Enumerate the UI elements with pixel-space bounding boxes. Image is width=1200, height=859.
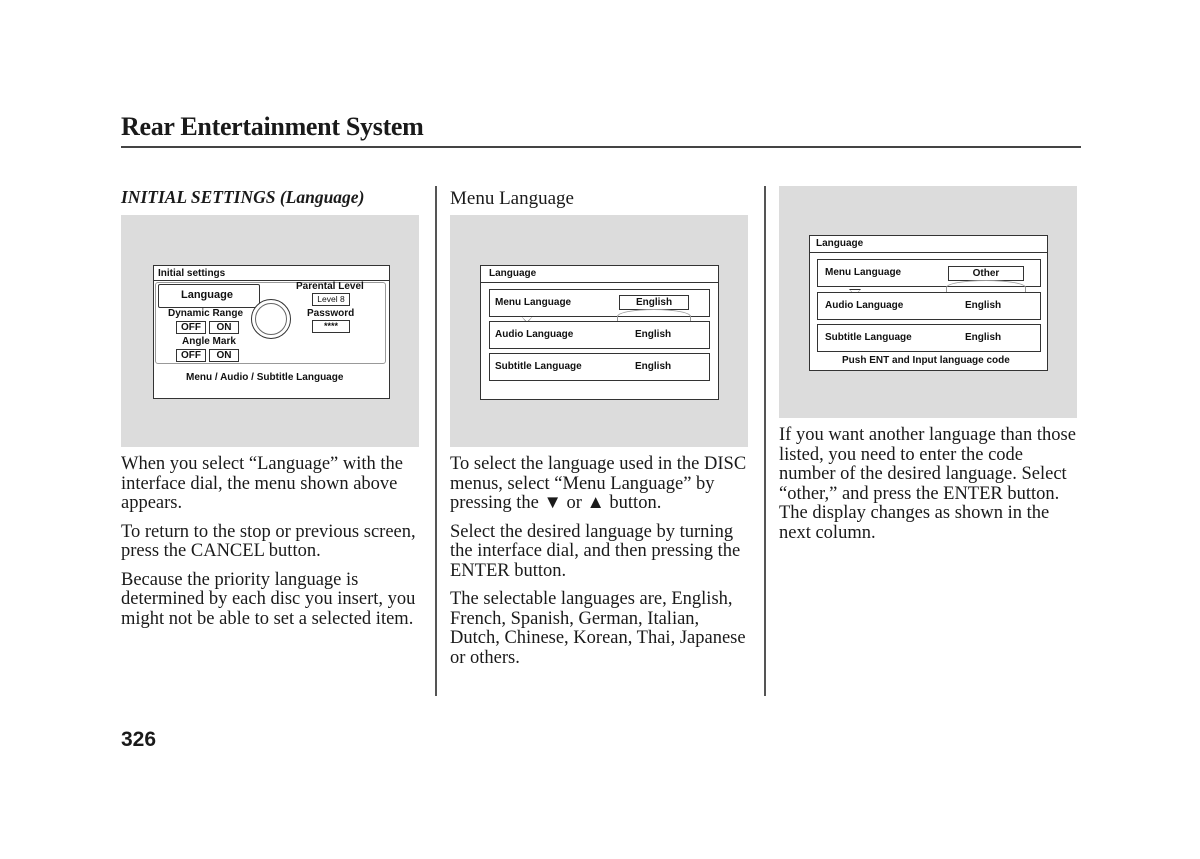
screen-header: Language: [816, 238, 864, 249]
title-rule: [121, 146, 1081, 148]
angle-mark-off-button[interactable]: OFF: [176, 349, 206, 362]
dynamic-range-label: Dynamic Range: [168, 308, 244, 319]
language-value-selected[interactable]: Other: [948, 266, 1024, 281]
dial-inner-ring: [255, 303, 287, 335]
column-2-text: [450, 455, 748, 668]
row-label: Subtitle Language: [825, 332, 912, 343]
screen-panel-initial-settings: [121, 215, 419, 447]
paragraph: Select the desired language by turning the interface dial, and then pressing the ENTER button.: [450, 521, 741, 581]
column-1-text: [121, 455, 421, 629]
list-item-subtitle-language[interactable]: [817, 324, 1041, 352]
column-divider-2: [764, 186, 766, 696]
screen-header: Language: [489, 268, 537, 279]
column-divider-1: [435, 186, 437, 696]
row-label: Audio Language: [495, 329, 574, 340]
row-value: English: [635, 361, 672, 372]
dynamic-range-on-button[interactable]: ON: [209, 321, 239, 334]
angle-mark-on-button[interactable]: ON: [209, 349, 239, 362]
language-value-selected[interactable]: English: [619, 295, 689, 310]
page-number: 326: [121, 728, 157, 751]
paragraph: If you want another language than those listed, you need to enter the code number of the desired language. Select “other,” and press the ENTER button. The display changes as shown in the next column.: [779, 425, 1076, 543]
dynamic-range-off-button[interactable]: OFF: [176, 321, 206, 334]
screen-footer: Push ENT and Input language code: [842, 355, 1010, 366]
page-title: Rear Entertainment System: [121, 112, 424, 141]
row-value: English: [965, 332, 1002, 343]
row-label: Audio Language: [825, 300, 904, 311]
row-value: English: [635, 329, 672, 340]
other-language-screen: [809, 235, 1048, 371]
screen-footer: Menu / Audio / Subtitle Language: [186, 372, 344, 383]
language-tab-label: Language: [181, 289, 233, 301]
paragraph: To return to the stop or previous screen, press the CANCEL button.: [121, 521, 416, 561]
paragraph: Because the priority language is determined by each disc you insert, you might not be able to set a selected item.: [121, 569, 416, 629]
section-subheading: INITIAL SETTINGS (Language): [121, 187, 365, 207]
row-label: Subtitle Language: [495, 361, 582, 372]
screen-panel-menu-language: [450, 215, 748, 447]
parental-level-value[interactable]: Level 8: [312, 293, 350, 306]
section-heading: Menu Language: [450, 188, 574, 209]
screen-header: Initial settings: [158, 268, 226, 279]
list-item-audio-language[interactable]: [489, 321, 710, 349]
paragraph: When you select “Language” with the interface dial, the menu shown above appears.: [121, 454, 404, 513]
list-item-menu-language[interactable]: [489, 289, 710, 317]
row-label: Menu Language: [495, 297, 572, 308]
row-label: Menu Language: [825, 267, 902, 278]
menu-language-screen: [480, 265, 719, 400]
language-tab[interactable]: [158, 284, 260, 308]
list-item-audio-language[interactable]: [817, 292, 1041, 320]
parental-level-label: Parental Level: [296, 281, 364, 292]
list-item-menu-language[interactable]: [817, 259, 1041, 287]
list-item-subtitle-language[interactable]: [489, 353, 710, 381]
initial-settings-screen: [153, 265, 390, 399]
paragraph: To select the language used in the DISC menus, select “Menu Language” by pressing the ▼ or ▲ button.: [450, 454, 747, 513]
column-3-text: [779, 426, 1077, 543]
screen-panel-other-language: [779, 186, 1077, 418]
paragraph: The selectable languages are, English, French, Spanish, German, Italian, Dutch, Chinese, Korean, Thai, Japanese or others.: [450, 589, 746, 668]
angle-mark-label: Angle Mark: [182, 336, 236, 347]
password-label: Password: [307, 308, 355, 319]
row-value: English: [965, 300, 1002, 311]
password-field[interactable]: ****: [312, 320, 350, 333]
